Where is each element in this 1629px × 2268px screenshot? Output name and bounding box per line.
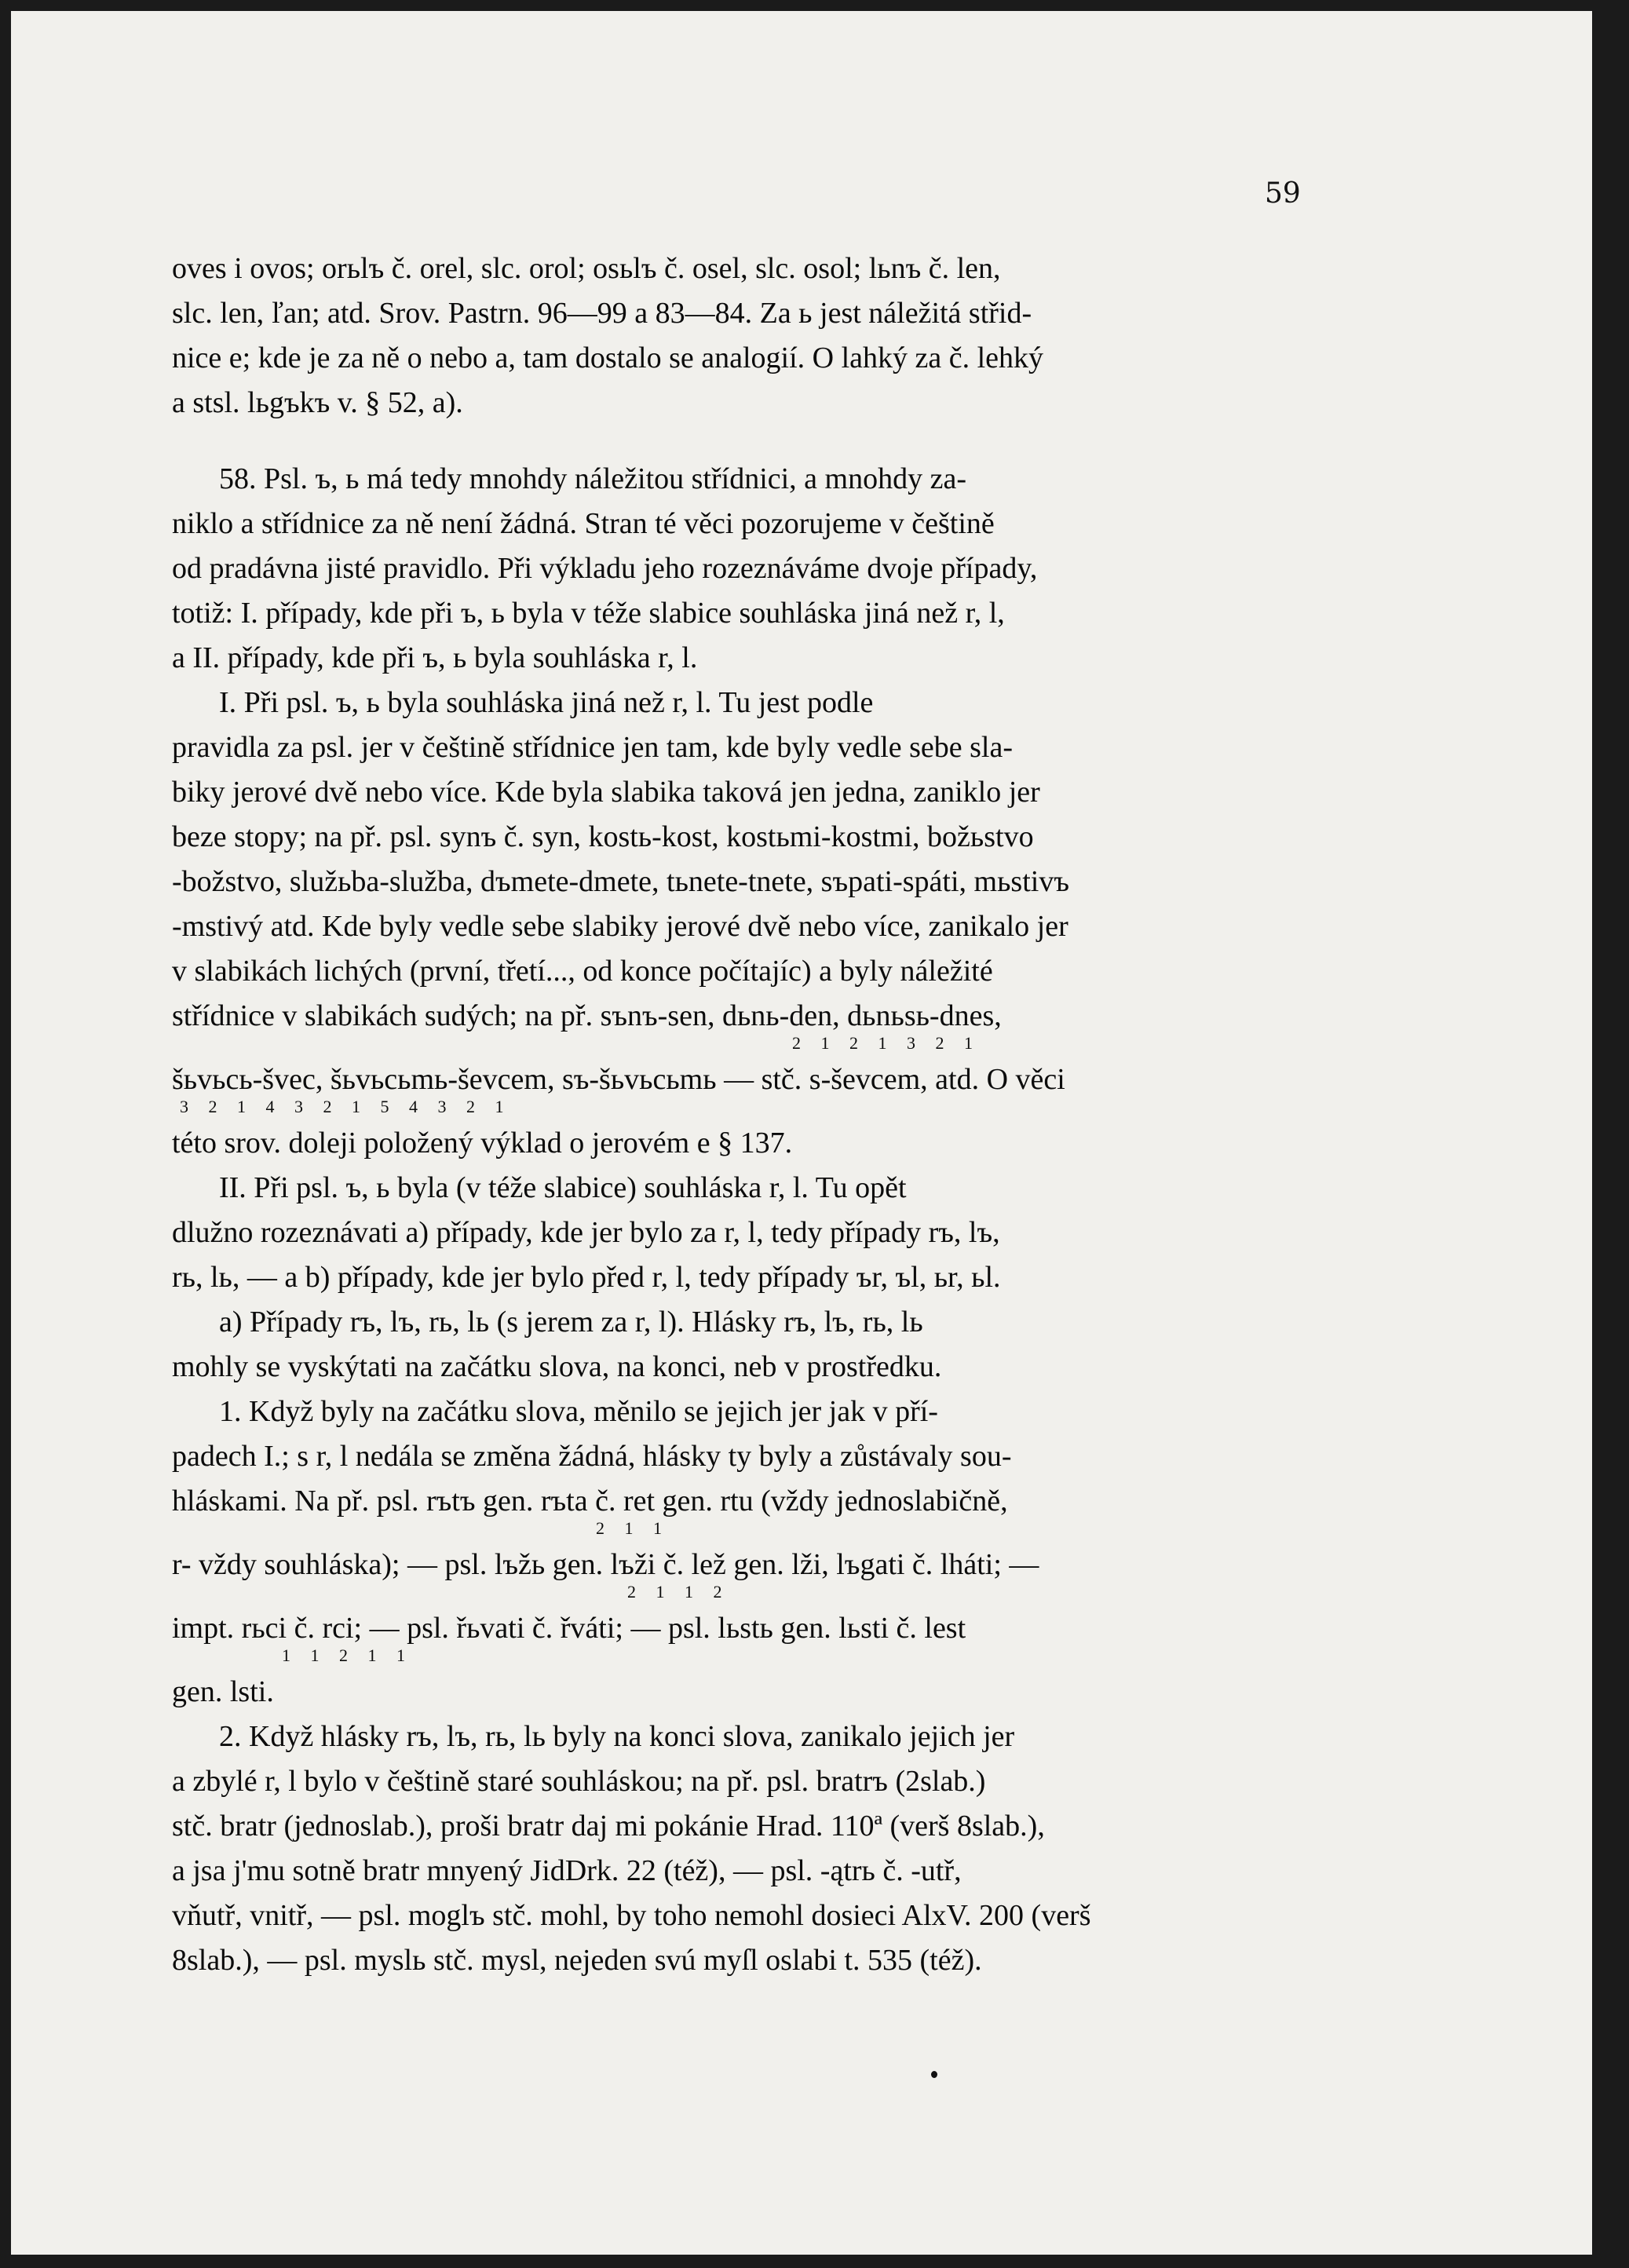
page-body bbox=[172, 247, 1306, 1983]
text-line: rь, lь, — a b) případy, kde jer bylo před r, l, tedy případy ъr, ъl, ьr, ьl. bbox=[172, 1261, 1001, 1294]
subscript-numbers: 2 1 1 2 bbox=[627, 1582, 730, 1601]
text-line: mohly se vyskýtati na začátku slova, na konci, neb v prostředku. bbox=[172, 1350, 942, 1383]
text-line: -božstvo, služьba-služba, dъmete-dmete, tьnete-tnete, sъpati-spáti, mьstivъ bbox=[172, 865, 1069, 898]
text-line: nice e; kde je za ně o nebo a, tam dostalo se analogií. O lahký za č. lehký bbox=[172, 341, 1044, 374]
text-line: r- vždy souhláska); — psl. lъžь gen. lъži č. lež gen. lži, lъgati č. lháti; — bbox=[172, 1548, 1039, 1581]
text-line: gen. lsti. bbox=[172, 1675, 274, 1708]
text-line: 8slab.), — psl. myslь stč. mysl, nejeden svú myſl oslabi t. 535 (též). bbox=[172, 1944, 982, 1977]
subscript-numbers: 1 1 2 1 1 bbox=[282, 1645, 413, 1665]
text-line: impt. rьci č. rci; — psl. řьvati č. řváti; — psl. lьstь gen. lьsti č. lest bbox=[172, 1612, 966, 1645]
text-line: a stsl. lьgъkъ v. § 52, a). bbox=[172, 386, 463, 419]
subscript-numbers: 2 1 1 bbox=[596, 1518, 670, 1538]
text-line: 2. Když hlásky rъ, lъ, rь, lь byly na konci slova, zanikalo jejich jer bbox=[219, 1720, 1015, 1753]
text-line: šьvьcь-švec, šьvьcьmь-ševcem, sъ-šьvьcьmь — stč. s-ševcem, atd. O věci bbox=[172, 1063, 1065, 1096]
text-line: niklo a střídnice za ně není žádná. Stran té věci pozorujeme v češtině bbox=[172, 507, 995, 540]
subscript-numbers: 2 1 2 1 3 2 1 bbox=[792, 1033, 981, 1053]
text-line: I. Při psl. ъ, ь byla souhláska jiná než r, l. Tu jest podle bbox=[219, 686, 874, 719]
book-page bbox=[11, 11, 1592, 2255]
text-line: biky jerové dvě nebo více. Kde byla slabika taková jen jedna, zaniklo jer bbox=[172, 776, 1040, 809]
text-line: hláskami. Na př. psl. rъtъ gen. rъta č. ret gen. rtu (vždy jednoslabičně, bbox=[172, 1485, 1008, 1517]
text-line: a II. případy, kde při ъ, ь byla souhláska r, l. bbox=[172, 641, 698, 674]
page-number: 59 bbox=[1265, 177, 1301, 210]
text-line: stč. bratr (jednoslab.), proši bratr daj mi pokánie Hrad. 110ª (verš 8slab.), bbox=[172, 1810, 1045, 1843]
ink-dot bbox=[931, 2071, 937, 2078]
text-line: střídnice v slabikách sudých; na př. sъnъ-sen, dьnь-den, dьnьsь-dnes, bbox=[172, 999, 1002, 1032]
text-line: od pradávna jisté pravidlo. Při výkladu jeho rozeznáváme dvoje případy, bbox=[172, 552, 1038, 585]
text-line: totiž: I. případy, kde při ъ, ь byla v téže slabice souhláska jiná než r, l, bbox=[172, 597, 1005, 630]
text-line: a zbylé r, l bylo v češtině staré souhláskou; na př. psl. bratrъ (2slab.) bbox=[172, 1765, 986, 1798]
text-line: slc. len, ľan; atd. Srov. Pastrn. 96—99 a 83—84. Za ь jest náležitá střid- bbox=[172, 297, 1032, 330]
text-line: pravidla za psl. jer v češtině střídnice jen tam, kde byly vedle sebe sla- bbox=[172, 731, 1014, 764]
text-line: -mstivý atd. Kde byly vedle sebe slabiky jerové dvě nebo více, zanikalo jer bbox=[172, 910, 1068, 943]
subscript-numbers: 3 2 1 4 3 2 1 5 4 3 2 1 bbox=[180, 1097, 512, 1116]
text-line: a jsa j'mu sotně bratr mnyený JidDrk. 22 (též), — psl. -ątrь č. -utř, bbox=[172, 1854, 962, 1887]
text-line: beze stopy; na př. psl. synъ č. syn, kostь-kost, kostьmi-kostmi, božьstvo bbox=[172, 820, 1034, 853]
text-line: vňutř, vnitř, — psl. moglъ stč. mohl, by toho nemohl dosieci AlxV. 200 (verš bbox=[172, 1899, 1091, 1932]
text-line: oves i ovos; orьlъ č. orel, slc. orol; osьlъ č. osel, slc. osol; lьnъ č. len, bbox=[172, 252, 1001, 285]
text-line: 58. Psl. ъ, ь má tedy mnohdy náležitou střídnici, a mnohdy za- bbox=[219, 462, 966, 495]
text-line: padech I.; s r, l nedála se změna žádná, hlásky ty byly a zůstávaly sou- bbox=[172, 1440, 1012, 1473]
text-line: a) Případy rъ, lъ, rь, lь (s jerem za r, l). Hlásky rъ, lъ, rь, lь bbox=[219, 1306, 923, 1339]
text-line: v slabikách lichých (první, třetí..., od konce počítajíc) a byly náležité bbox=[172, 955, 993, 988]
text-line: 1. Když byly na začátku slova, měnilo se jejich jer jak v pří- bbox=[219, 1395, 938, 1428]
text-line: dlužno rozeznávati a) případy, kde jer bylo za r, l, tedy případy rъ, lъ, bbox=[172, 1216, 1000, 1249]
text-line: této srov. doleji položený výklad o jerovém e § 137. bbox=[172, 1127, 793, 1160]
text-line: II. Při psl. ъ, ь byla (v téže slabice) souhláska r, l. Tu opět bbox=[219, 1171, 907, 1204]
